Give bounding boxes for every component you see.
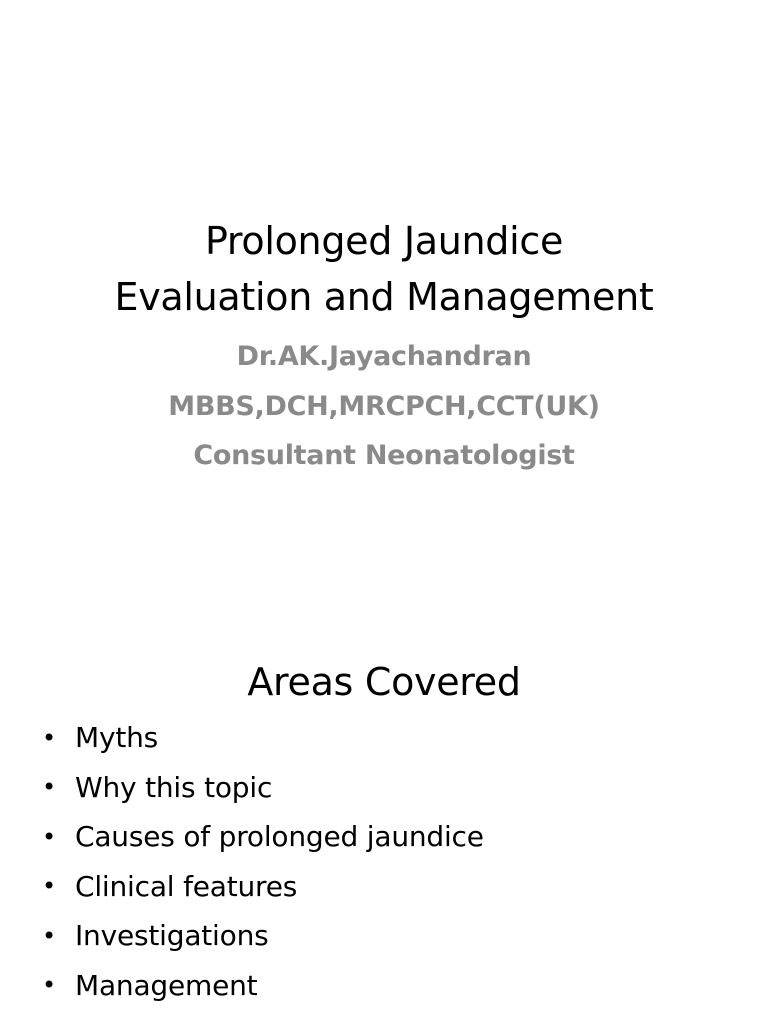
slide-title: Areas Covered xyxy=(247,659,521,704)
bullet-icon: • xyxy=(42,872,56,901)
list-item xyxy=(42,911,484,961)
areas-covered-slide xyxy=(0,576,768,1024)
bullet-icon: • xyxy=(42,921,56,950)
list-item-text: Causes of prolonged jaundice xyxy=(75,820,484,854)
author-role: Consultant Neonatologist xyxy=(193,440,575,471)
list-item xyxy=(42,812,484,862)
bullet-icon: • xyxy=(42,723,56,752)
title-line: Prolonged Jaundice xyxy=(204,219,564,264)
slide-title xyxy=(0,213,768,325)
list-item-text: Management xyxy=(75,968,258,1002)
author-name: Dr.AK.Jayachandran xyxy=(236,341,532,372)
bullet-icon: • xyxy=(42,822,56,851)
author-credentials: MBBS,DCH,MRCPCH,CCT(UK) xyxy=(168,390,600,422)
list-item-text: Clinical features xyxy=(75,869,298,903)
list-item-text: Investigations xyxy=(75,919,269,953)
list-item-text: Myths xyxy=(75,721,159,755)
slide-subtitle xyxy=(0,332,768,481)
bullet-list xyxy=(42,713,484,1010)
title-line: Evaluation and Management xyxy=(114,275,654,320)
list-item-text: Why this topic xyxy=(75,770,273,804)
bullet-icon: • xyxy=(42,971,56,1000)
list-item xyxy=(42,862,484,912)
list-item xyxy=(42,713,484,763)
list-item xyxy=(42,961,484,1011)
list-item xyxy=(42,763,484,813)
bullet-icon: • xyxy=(42,773,56,802)
